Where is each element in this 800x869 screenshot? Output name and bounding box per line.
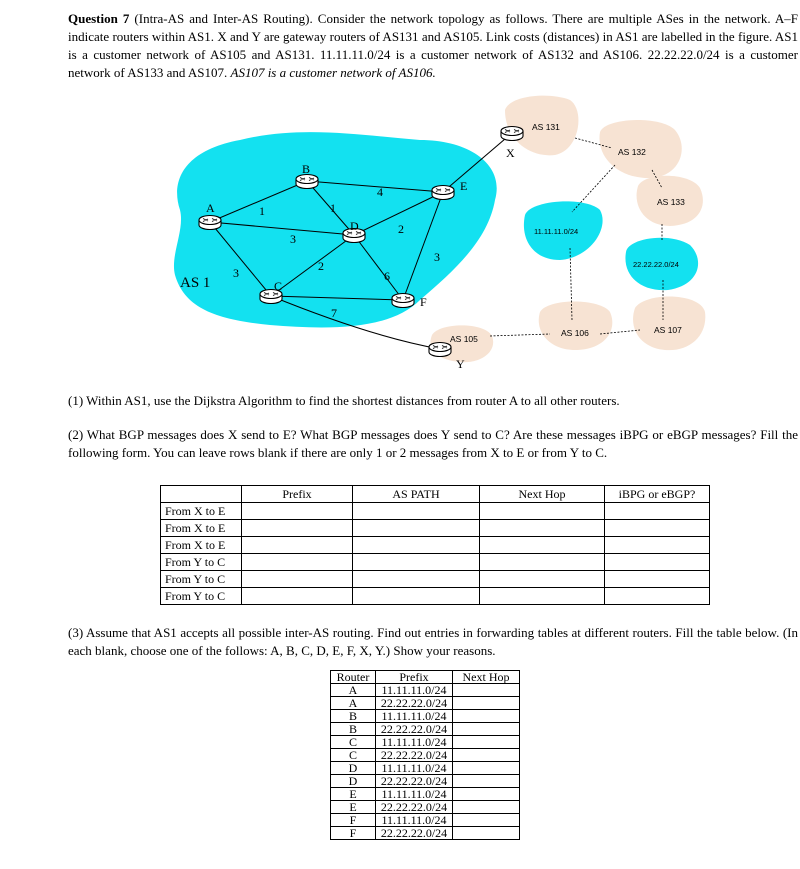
table-row: C 11.11.11.0/24 [331,736,520,749]
table-row: A 22.22.22.0/24 [331,697,520,710]
label-a: A [206,201,215,215]
question-text-italic: AS107 is a customer network of AS106. [230,65,436,80]
header-next-hop: Next Hop [453,671,520,684]
forwarding-table [330,670,520,840]
as133-label: AS 133 [657,197,685,207]
router-a-icon [199,216,221,230]
table-row: B 22.22.22.0/24 [331,723,520,736]
header-as-path: AS PATH [353,486,480,503]
label-d: D [350,219,359,233]
question-number: Question 7 [68,11,130,26]
cost-ac: 3 [233,266,239,280]
table-row: F 11.11.11.0/24 [331,814,520,827]
label-f: F [420,295,427,309]
table-row: D 11.11.11.0/24 [331,762,520,775]
network-diagram [0,0,800,390]
table-row: F 22.22.22.0/24 [331,827,520,840]
router-f-icon [392,294,414,308]
table-header-row [161,486,710,503]
router-e-icon [432,186,454,200]
table-row: From Y to C [161,571,710,588]
label-e: E [460,179,468,193]
table-row: D 22.22.22.0/24 [331,775,520,788]
table-header-row [331,671,520,684]
as107-label: AS 107 [654,325,682,335]
table-row: C 22.22.22.0/24 [331,749,520,762]
table-row: E 22.22.22.0/24 [331,801,520,814]
header-router: Router [331,671,376,684]
question-part2: (2) What BGP messages does X send to E? What BGP messages does Y send to C? Are these messages iBPG or eBGP messages? Fill the following form. You can leave rows blank if there are only 1 or 2 messages from X to E or from Y to C. [68,427,798,460]
label-b: B [302,162,311,176]
label-c: C [274,279,283,293]
cost-be: 4 [377,185,383,199]
header-next-hop: Next Hop [480,486,605,503]
table-row: From Y to C [161,588,710,605]
label-y: Y [456,357,465,371]
router-b-icon [296,175,318,189]
header-ibgp-ebgp: iBPG or eBGP? [605,486,710,503]
cost-dc: 2 [318,259,324,273]
prefix11-label: 11.11.11.0/24 [534,227,579,236]
table-row: From Y to C [161,554,710,571]
as106-region [539,302,613,351]
router-y-icon [429,343,451,357]
cost-cf: 7 [331,306,337,320]
router-x-icon [501,127,523,141]
cost-ab: 1 [259,204,265,218]
as105-label: AS 105 [450,334,478,344]
bgp-messages-table [160,485,710,605]
question-title: (Intra-AS and Inter-AS Routing). [134,11,313,26]
question-text: Consider the network topology as follows. There are multiple ASes in the network. A–F indicate routers within AS1. X and Y are gateway routers of AS131 and AS105. Link costs (distances) in AS1 are labelled in the figure. AS1 is a customer network of AS105 and AS131. 11.11.11.0/24 is a customer network of AS132 and AS106. 22.22.22.0/24 is a customer network of AS133 and AS107. [68,11,799,80]
cost-bd: 1 [330,201,336,215]
as1-label: AS 1 [180,275,211,291]
table-row: E 11.11.11.0/24 [331,788,520,801]
cost-df: 6 [384,269,390,283]
as107-region [633,296,705,350]
table-row: B 11.11.11.0/24 [331,710,520,723]
as131-label: AS 131 [532,122,560,132]
cost-ad: 3 [290,232,296,246]
header-prefix: Prefix [242,486,353,503]
header-prefix: Prefix [376,671,453,684]
question-part1: (1) Within AS1, use the Dijkstra Algorithm to find the shortest distances from router A to all other routers. [68,393,620,408]
as106-label: AS 106 [561,328,589,338]
table-row: A 11.11.11.0/24 [331,684,520,697]
table-row: From X to E [161,520,710,537]
table-row: From X to E [161,537,710,554]
question-part3: (3) Assume that AS1 accepts all possible inter-AS routing. Find out entries in forwarding tables at different routers. Fill the table below. (In each blank, choose one of the follows: A, B, C, D, E, F, X, Y.) Show your reasons. [68,625,798,658]
cost-de: 2 [398,222,404,236]
label-x: X [506,146,515,160]
prefix22-label: 22.22.22.0/24 [633,260,679,269]
table-row: From X to E [161,503,710,520]
as132-label: AS 132 [618,147,646,157]
cost-ef: 3 [434,250,440,264]
